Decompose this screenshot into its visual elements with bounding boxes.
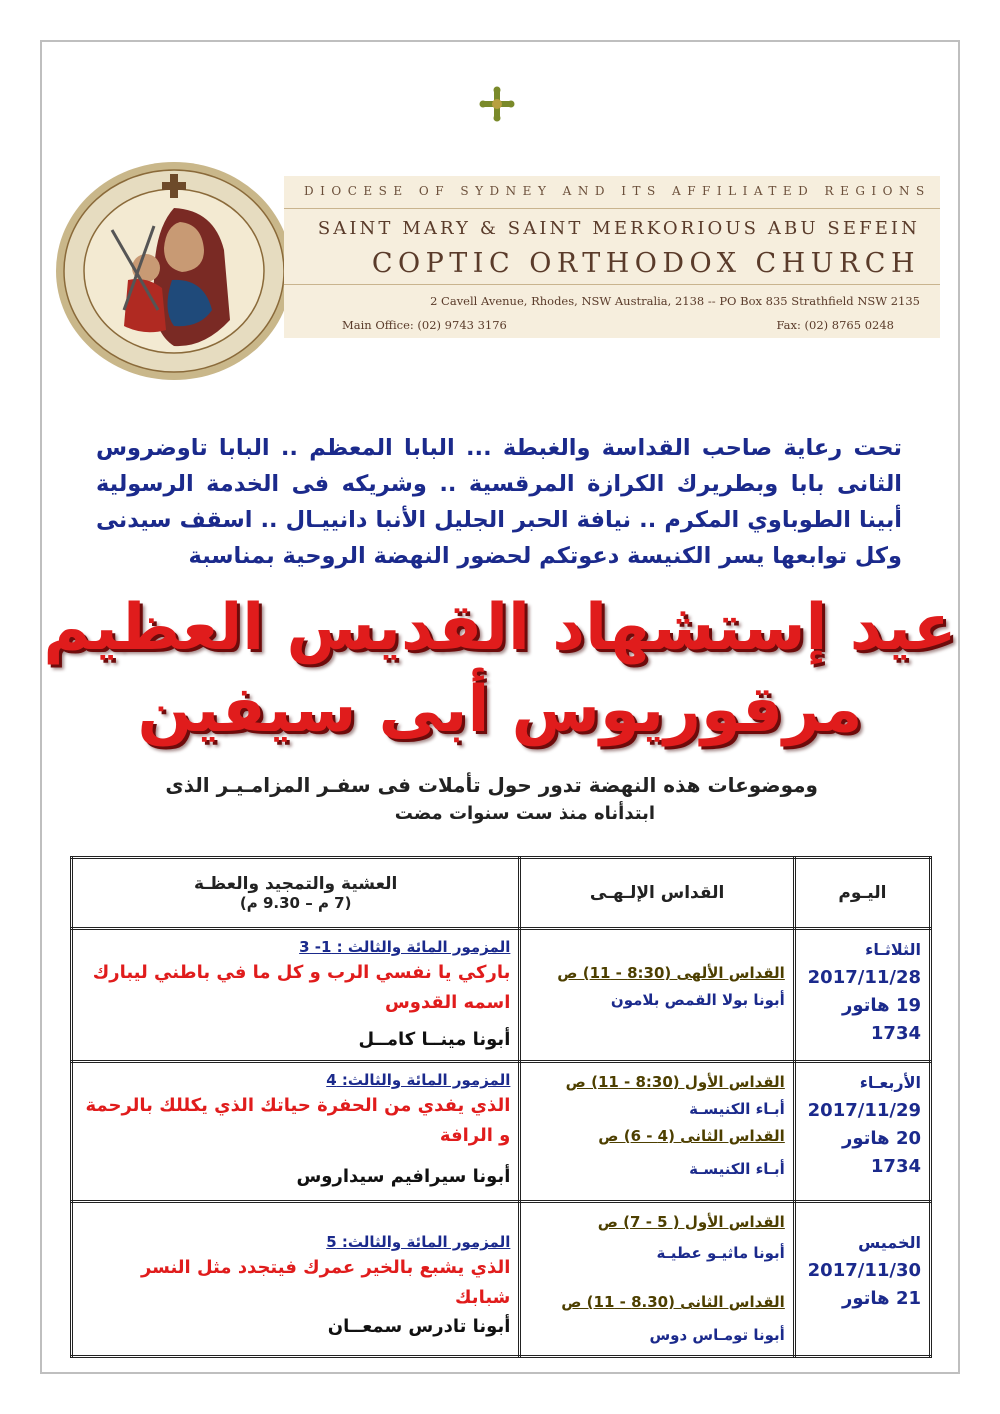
church-name: SAINT MARY & SAINT MERKORIOUS ABU SEFEIN (317, 218, 920, 239)
church-address: 2 Cavell Avenue, Rhodes, NSW Australia, 2138 -- PO Box 835 Strathfield NSW 2135 (430, 294, 920, 308)
diocese-line: DIOCESE OF SYDNEY AND ITS AFFILIATED REGIONS (304, 184, 931, 198)
preacher-name: أبونا تادرس سمعــان (327, 1316, 511, 1337)
liturgy-title: القداس الأول ( 5 - 7) ص (597, 1213, 785, 1231)
psalm-verse: الذي يفدي من الحفرة حياتك الذي يكللك بالرحمة و الرافة (85, 1095, 511, 1146)
coptic-day: 19 هاتور (842, 995, 921, 1016)
header-liturgy: القداس الإلـهـى (520, 858, 794, 929)
invitation-paragraph: تحت رعاية صاحب القداسة والغبطة ... البابا المعظم .. البابا تاوضروس الثانى بابا وبطريرك الكرازة المرقسية .. وشريكه فى الخدمة الرسولية أبينا الطوباوي المكرم .. نيافة الحبر الجليل الأنبا دانييـال .. اسقف سيدنى وكل توابعها يسر الكنيسة دعوتكم لحضور النهضة الروحية بمناسبة (96, 435, 902, 569)
header-vespers-title: العشية والتمجيد والعظـة (194, 874, 398, 894)
office-phone: Main Office: (02) 9743 3176 (342, 318, 507, 332)
preacher-name: أبونا مينــا كامــل (358, 1029, 511, 1050)
day-cell (794, 1202, 930, 1357)
coptic-year: 1734 (870, 1156, 921, 1177)
coptic-year: 1734 (870, 1023, 921, 1044)
liturgy-cell (520, 929, 794, 1062)
day-cell (794, 1062, 930, 1202)
vespers-cell (72, 1202, 520, 1357)
letterhead-band (284, 176, 940, 338)
day-name: الأربعـاء (859, 1073, 921, 1092)
fax-number: Fax: (02) 8765 0248 (776, 318, 894, 332)
liturgy-title: القداس الأول (8:30 - 11) ص (565, 1073, 785, 1091)
liturgy-priest: أبـاء الكنيسـة (689, 1160, 785, 1178)
table-row (72, 929, 931, 1062)
topic-line-1: وموضوعات هذه النهضة تدور حول تأملات فى سفـر المزامـيـر الذى (165, 773, 818, 797)
liturgy-cell (520, 1202, 794, 1357)
liturgy-title: القداس الثانى (8.30 - 11) ص (561, 1293, 785, 1311)
letterhead-rule (284, 208, 940, 209)
liturgy-priest: أبونا بولا القمص بلامون (610, 991, 785, 1009)
liturgy-priest: أبـاء الكنيسـة (689, 1100, 785, 1118)
psalm-reference: المزمور المائة والثالث: 4 (326, 1071, 511, 1089)
coptic-day: 21 هاتور (842, 1288, 921, 1309)
church-seal-logo (54, 160, 294, 382)
vespers-cell (72, 929, 520, 1062)
day-name: الثلاثـاء (865, 940, 921, 959)
schedule-table (70, 856, 932, 1358)
psalm-reference: المزمور المائة والثالث: 5 (326, 1233, 511, 1251)
psalm-verse: الذي يشبع بالخير عمرك فيتجدد مثل النسر شبابك (140, 1257, 511, 1308)
table-header-row (72, 858, 931, 929)
liturgy-title: القداس الثانى (4 - 6) ص (598, 1127, 785, 1145)
gregorian-date: 2017/11/30 (807, 1260, 921, 1281)
header-vespers-time: (7 م – 9.30 م) (239, 894, 352, 912)
liturgy-priest: أبونا ماثيـو عطيـة (656, 1244, 785, 1262)
gregorian-date: 2017/11/28 (807, 967, 921, 988)
header-vespers (72, 858, 520, 929)
gregorian-date: 2017/11/29 (807, 1100, 921, 1121)
letterhead-rule (284, 284, 940, 285)
table-row (72, 1062, 931, 1202)
feast-title-line-1: عيد إستشهاد القديس العظيم (43, 591, 957, 665)
feast-title-line-2: مرقوريوس أبى سيفين (137, 673, 863, 747)
vespers-cell (72, 1062, 520, 1202)
day-cell (794, 929, 930, 1062)
liturgy-priest: أبونا تومـاس دوس (649, 1326, 785, 1344)
coptic-cross-icon (479, 86, 515, 122)
preacher-name: أبونا سيرافيم سيداروس (296, 1166, 511, 1187)
table-row (72, 1202, 931, 1357)
church-type: COPTIC ORTHODOX CHURCH (371, 248, 920, 279)
liturgy-title: القداس الألهى (8:30 - 11) ص (557, 964, 785, 982)
header-day: اليـوم (794, 858, 930, 929)
psalm-verse: باركي يا نفسي الرب و كل ما في باطني ليبارك اسمه القدوس (92, 962, 511, 1013)
liturgy-cell (520, 1062, 794, 1202)
day-name: الخميس (858, 1233, 921, 1252)
psalm-reference: المزمور المائة والثالث : 1- 3 (299, 938, 511, 956)
topic-line-2: ابتدأناه منذ ست سنوات مضت (394, 803, 655, 824)
coptic-day: 20 هاتور (842, 1128, 921, 1149)
